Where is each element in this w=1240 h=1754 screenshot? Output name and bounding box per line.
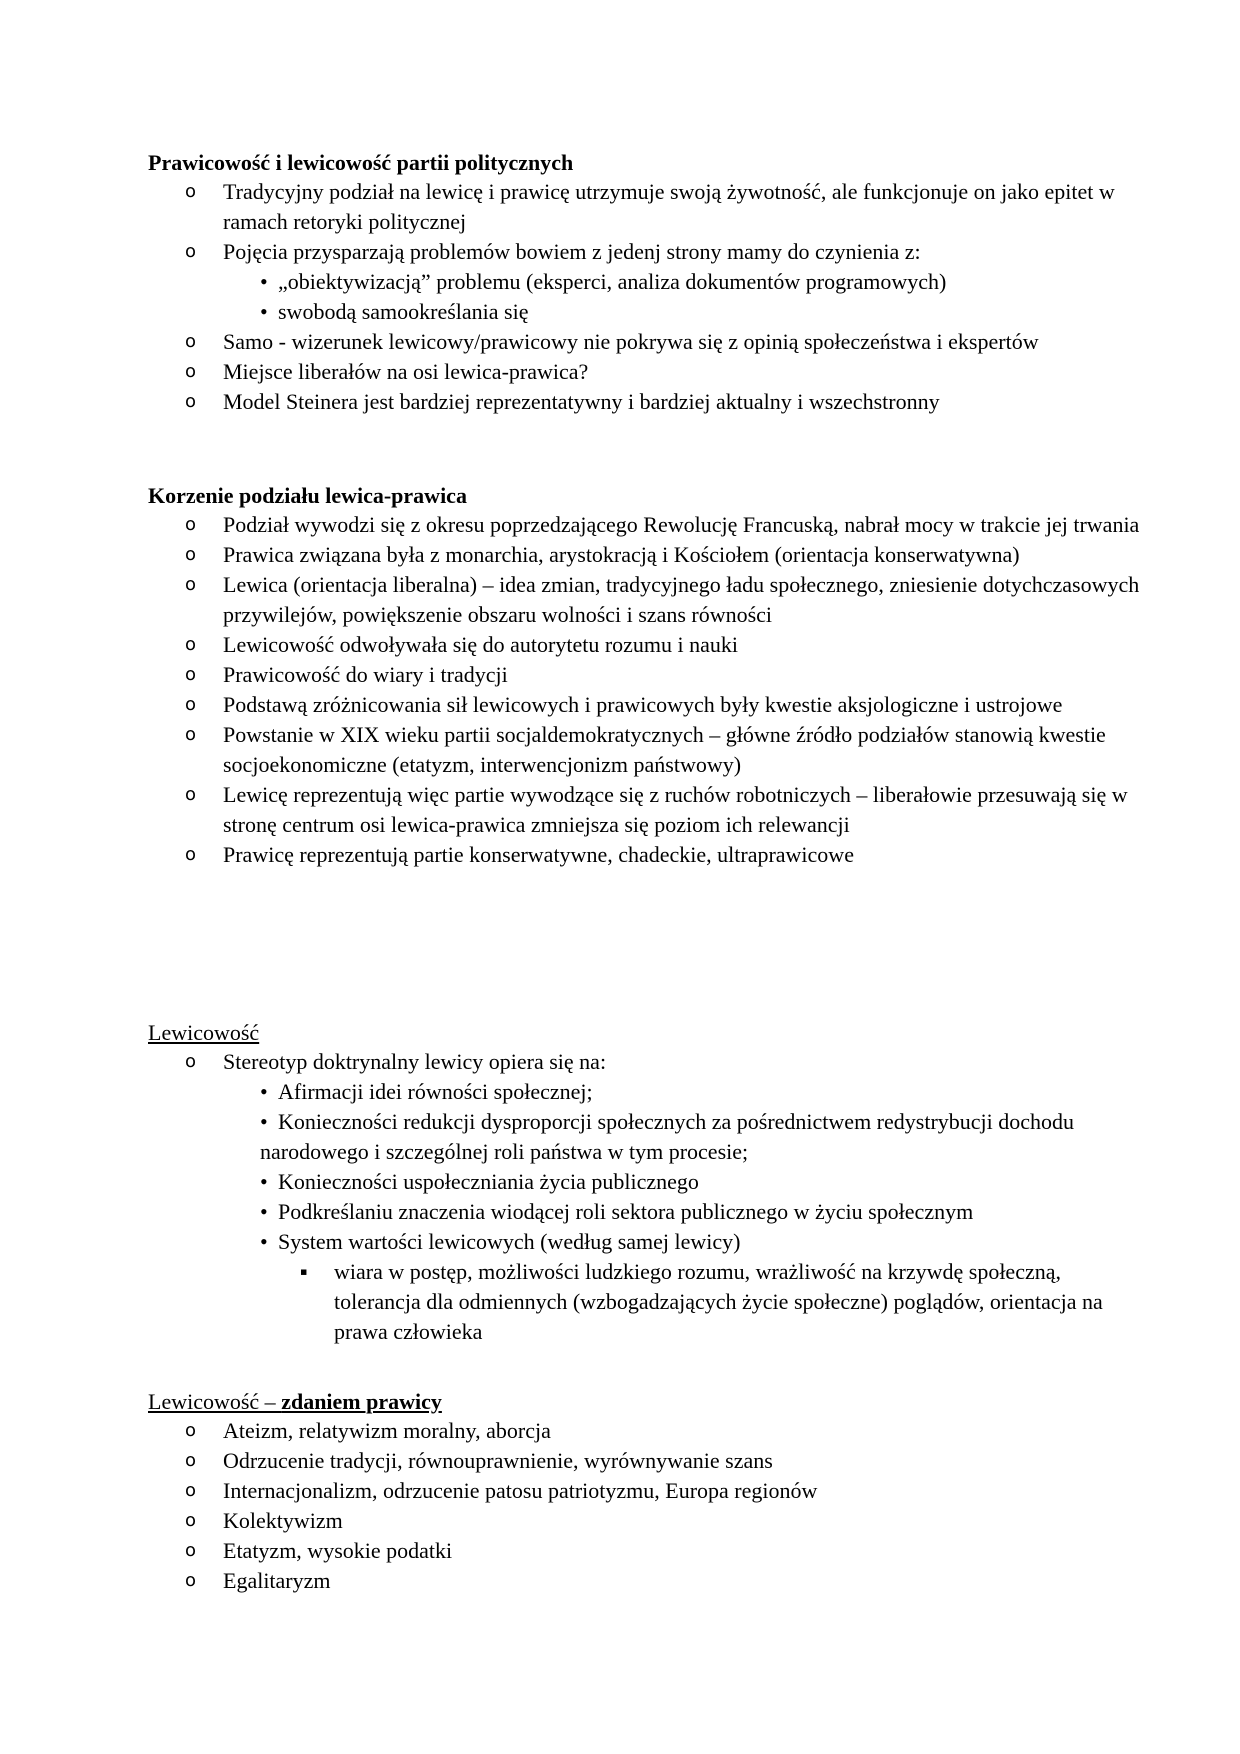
bullet-marker: • [260, 1199, 268, 1224]
circle-marker: o [185, 1051, 197, 1072]
list-item: o Lewicę reprezentują więc partie wywodzące się z ruchów robotniczych – liberałowie przesuwają się w stronę centrum osi lewica-prawica zmniejsza się poziom ich relewancji [185, 782, 1128, 837]
circle-marker: o [185, 1570, 197, 1591]
circle-marker: o [185, 514, 197, 535]
section-leftism [148, 1018, 1148, 1347]
bullet-item: • Konieczności uspołeczniania życia publicznego [148, 1167, 1148, 1197]
section-heading: Lewicowość [148, 1020, 260, 1045]
list-item: o Internacjonalizm, odrzucenie patosu patriotyzmu, Europa regionów [148, 1476, 1148, 1506]
section-right-view [148, 1387, 1148, 1596]
list-item: o Podział wywodzi się z okresu poprzedzającego Rewolucję Francuską, nabrał mocy w trakcie jej trwania [148, 510, 1148, 540]
circle-marker: o [185, 724, 197, 745]
bullet-marker: • [260, 1229, 268, 1254]
list-item: o Podstawą zróżnicowania sił lewicowych i prawicowych były kwestie aksjologiczne i ustrojowe [148, 690, 1148, 720]
circle-marker: o [185, 1450, 197, 1471]
bullet-marker: • [260, 1169, 268, 1194]
list-item: o Kolektywizm [148, 1506, 1148, 1536]
section-heading: Prawicowość i lewicowość partii politycznych [148, 150, 574, 175]
list-item: o Odrzucenie tradycji, równouprawnienie, wyrównywanie szans [148, 1446, 1148, 1476]
list-item: o Tradycyjny podział na lewicę i prawicę utrzymuje swoją żywotność, ale funkcjonuje on jako epitet w ramach retoryki politycznej [185, 179, 1115, 234]
circle-marker: o [185, 634, 197, 655]
bullet-marker: • [260, 1079, 268, 1104]
circle-marker: o [185, 331, 197, 352]
circle-marker: o [185, 181, 197, 202]
circle-marker: o [185, 1510, 197, 1531]
circle-marker: o [185, 664, 197, 685]
circle-marker: o [185, 574, 197, 595]
circle-marker: o [185, 1540, 197, 1561]
list-item: o Prawicowość do wiary i tradycji [148, 660, 1148, 690]
circle-marker: o [185, 544, 197, 565]
list-item: o Samo - wizerunek lewicowy/prawicowy nie pokrywa się z opinią społeczeństwa i ekspertów [148, 327, 1148, 357]
bullet-item: • swobodą samookreślania się [148, 297, 1148, 327]
bullet-marker: • [260, 269, 268, 294]
circle-marker: o [185, 844, 197, 865]
list-item: o Stereotyp doktrynalny lewicy opiera się na: [148, 1047, 1148, 1077]
bullet-item: • Podkreślaniu znaczenia wiodącej roli sektora publicznego w życiu społecznym [148, 1197, 1148, 1227]
circle-marker: o [185, 1420, 197, 1441]
list-item: o Etatyzm, wysokie podatki [148, 1536, 1148, 1566]
bullet-item: • Afirmacji idei równości społecznej; [148, 1077, 1148, 1107]
bullet-item: • „obiektywizacją” problemu (eksperci, analiza dokumentów programowych) [148, 267, 1148, 297]
list-item: o Egalitaryzm [148, 1566, 1148, 1596]
bullet-marker: • [260, 1109, 268, 1134]
list-item: o Ateizm, relatywizm moralny, aborcja [148, 1416, 1148, 1446]
list-item: o Model Steinera jest bardziej reprezentatywny i bardziej aktualny i wszechstronny [148, 387, 1148, 417]
circle-marker: o [185, 784, 197, 805]
circle-marker: o [185, 391, 197, 412]
section-partisanship [148, 148, 1148, 417]
bullet-item: • System wartości lewicowych (według samej lewicy) [148, 1227, 1148, 1257]
bullet-item: • Konieczności redukcji dysproporcji społecznych za pośrednictwem redystrybucji dochodu narodowego i szczególnej roli państwa w tym procesie; [260, 1109, 1075, 1164]
circle-marker: o [185, 1480, 197, 1501]
list-item: o Prawicę reprezentują partie konserwatywne, chadeckie, ultraprawicowe [148, 840, 1148, 870]
subbullet-item: ▪ wiara w postęp, możliwości ludzkiego rozumu, wrażliwość na krzywdę społeczną, tolerancja dla odmiennych (wzbogadzających życie społeczne) poglądów, orientacja na prawa człowieka [300, 1259, 1103, 1344]
bullet-marker: • [260, 299, 268, 324]
list-item: o Lewica (orientacja liberalna) – idea zmian, tradycyjnego ładu społecznego, zniesienie dotychczasowych przywilejów, powiększenie obszaru wolności i szans równości [185, 572, 1140, 627]
section-heading: Lewicowość – zdaniem prawicy [148, 1389, 442, 1414]
list-item: o Pojęcia przysparzają problemów bowiem z jedenj strony mamy do czynienia z: [148, 237, 1148, 267]
circle-marker: o [185, 694, 197, 715]
list-item: o Miejsce liberałów na osi lewica-prawica? [148, 357, 1148, 387]
circle-marker: o [185, 361, 197, 382]
section-roots [148, 481, 1148, 870]
list-item: o Lewicowość odwoływała się do autorytetu rozumu i nauki [148, 630, 1148, 660]
section-heading: Korzenie podziału lewica-prawica [148, 483, 467, 508]
square-marker: ▪ [300, 1265, 308, 1278]
circle-marker: o [185, 241, 197, 262]
list-item: o Powstanie w XIX wieku partii socjaldemokratycznych – główne źródło podziałów stanowią kwestie socjoekonomiczne (etatyzm, interwencjonizm państwowy) [185, 722, 1106, 777]
list-item: o Prawica związana była z monarchia, arystokracją i Kościołem (orientacja konserwatywna) [148, 540, 1148, 570]
